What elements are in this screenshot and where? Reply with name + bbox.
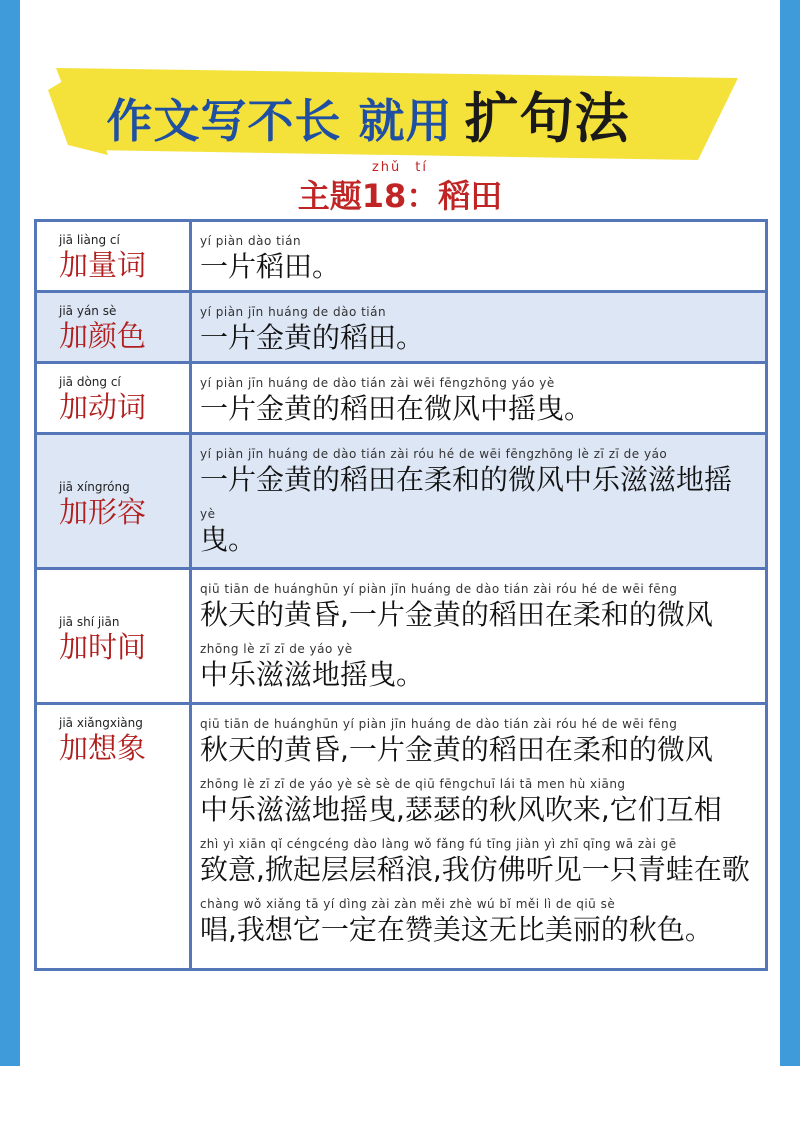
row-content-cell <box>191 292 767 363</box>
line-pinyin: zhōng lè zī zī de yáo yè sè sè de qiū fēngchuī lái tā men hù xiāng <box>200 777 626 791</box>
line-text: 一片金黄的稻田。 <box>200 321 425 354</box>
topic-title: 主题18：稻田 <box>297 177 503 215</box>
line-text: 秋天的黄昏,一片金黄的稻田在柔和的微风 <box>200 598 713 631</box>
line-pinyin: qiū tiān de huánghūn yí piàn jīn huáng de dào tián zài róu hé de wēi fēng <box>200 582 678 596</box>
line-text: 一片金黄的稻田在微风中摇曳。 <box>200 392 593 425</box>
row-label: 加时间 <box>59 630 147 664</box>
topic-heading <box>0 160 800 216</box>
line-pinyin: yè <box>200 507 216 521</box>
row-label: 加想象 <box>59 731 147 765</box>
line-pinyin: chàng wǒ xiǎng tā yí dìng zài zàn měi zhè wú bǐ měi lì de qiū sè <box>200 897 616 911</box>
page-title <box>48 76 688 153</box>
row-label-cell <box>36 292 191 363</box>
line-pinyin: yí piàn jīn huáng de dào tián <box>200 305 387 319</box>
row-label-pinyin: jiā liàng cí <box>59 233 120 247</box>
line-pinyin: yí piàn jīn huáng de dào tián zài róu hé de wēi fēngzhōng lè zī zī de yáo <box>200 447 668 461</box>
line-text: 一片稻田。 <box>200 250 341 283</box>
row-content-cell <box>191 704 767 970</box>
topic-pinyin-1: zhǔ <box>371 160 402 175</box>
table-row <box>36 704 767 970</box>
table-row <box>36 292 767 363</box>
line-pinyin: yí piàn dào tián <box>200 234 302 248</box>
row-label-cell <box>36 363 191 434</box>
line-pinyin: zhì yì xiān qǐ céngcéng dào làng wǒ fǎng fú tīng jiàn yì zhī qīng wā zài gē <box>200 837 677 851</box>
row-label: 加量词 <box>59 248 147 282</box>
row-label-cell <box>36 434 191 569</box>
row-label-cell <box>36 569 191 704</box>
row-label-pinyin: jiā xíngróng <box>59 480 130 494</box>
row-label-cell <box>36 704 191 970</box>
row-label: 加颜色 <box>59 319 147 353</box>
line-text: 唱,我想它一定在赞美这无比美丽的秋色。 <box>200 913 713 946</box>
table-row <box>36 363 767 434</box>
row-label: 加形容 <box>59 495 147 529</box>
row-label-pinyin: jiā dòng cí <box>59 375 121 389</box>
topic-pinyin <box>0 160 800 176</box>
row-label-pinyin: jiā xiǎngxiàng <box>59 716 143 730</box>
table-row <box>36 569 767 704</box>
line-text: 致意,掀起层层稻浪,我仿佛听见一只青蛙在歌 <box>200 853 750 886</box>
table-row <box>36 434 767 569</box>
line-pinyin: zhōng lè zī zī de yáo yè <box>200 642 353 656</box>
row-label-pinyin: jiā yán sè <box>59 304 117 318</box>
line-text: 曳。 <box>200 523 257 556</box>
expansion-table <box>34 219 768 971</box>
line-text: 中乐滋滋地摇曳,瑟瑟的秋风吹来,它们互相 <box>200 793 722 826</box>
row-label-cell <box>36 221 191 292</box>
row-content-cell <box>191 569 767 704</box>
line-text: 中乐滋滋地摇曳。 <box>200 658 425 691</box>
row-content-cell <box>191 434 767 569</box>
table-row <box>36 221 767 292</box>
topic-pinyin-2: tí <box>415 160 429 175</box>
title-banner <box>48 50 748 170</box>
row-label-pinyin: jiā shí jiān <box>59 615 120 629</box>
line-text: 秋天的黄昏,一片金黄的稻田在柔和的微风 <box>200 733 713 766</box>
row-content-cell <box>191 221 767 292</box>
row-content-cell <box>191 363 767 434</box>
page-title-part1: 作文写不长 就用 <box>106 94 453 148</box>
line-pinyin: qiū tiān de huánghūn yí piàn jīn huáng de dào tián zài róu hé de wēi fēng <box>200 717 678 731</box>
page-title-part2: 扩句法 <box>464 87 630 150</box>
line-text: 一片金黄的稻田在柔和的微风中乐滋滋地摇 <box>200 463 733 496</box>
line-pinyin: yí piàn jīn huáng de dào tián zài wēi fēngzhōng yáo yè <box>200 376 555 390</box>
row-label: 加动词 <box>59 390 147 424</box>
